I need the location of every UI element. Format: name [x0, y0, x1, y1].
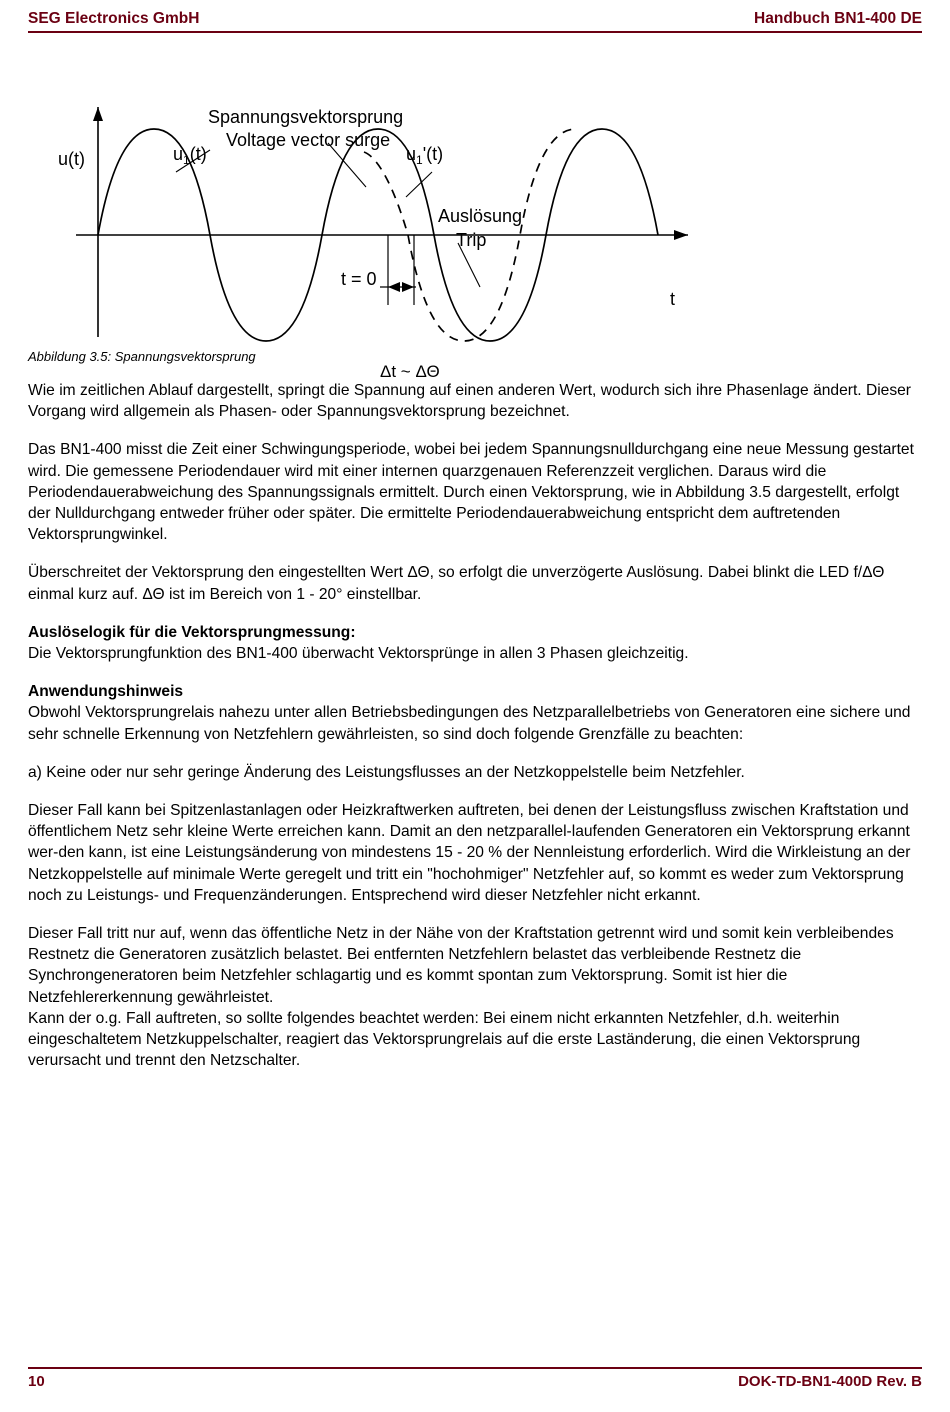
label-surge-de: Spannungsvektorsprung: [208, 107, 404, 127]
document-id: DOK-TD-BN1-400D Rev. B: [738, 1373, 922, 1390]
paragraph-c: Dieser Fall tritt nur auf, wenn das öffentliche Netz in der Nähe von der Kraftstation getrennt wird und somit kein verbleibendes Restnetz die Generatoren zusätzlich belastet. Bei entfernten Netzfehlern belastet das verbleibende Restnetz die Synchrongeneratoren beim Netzfehler schlagartig und es kommt spontan zum Vektorsprung. Somit ist hier die Netzfehlererkennung gewährleistet.: [28, 925, 894, 1006]
paragraph-3: Überschreitet der Vektorsprung den eingestellten Wert ΔΘ, so erfolgt die unverzögerte Auslösung. Dabei blinkt die LED f/ΔΘ einmal kurz auf. ΔΘ ist im Bereich von 1 - 20° einstellbar.: [28, 564, 885, 603]
header-divider: [28, 31, 922, 33]
document-body: [28, 380, 922, 1071]
label-u1-prime-t: $u_1'(t)$: [406, 144, 444, 167]
label-surge-en: Voltage vector surge: [226, 130, 391, 150]
label-u1-t: $u_1(t)$: [173, 144, 207, 167]
paragraph-2: Das BN1-400 misst die Zeit einer Schwingungsperiode, wobei bei jedem Spannungsnulldurchgang eine neue Messung gestartet wird. Die gemessene Periodendauer wird mit einer internen quarzgenauen Referenzzeit verglichen. Daraus wird die Periodendauerabweichung des Spannungssignals ermittelt. Durch einen Vektorsprung, wie in Abbildung 3.5 dargestellt, erfolgt der Nulldurchgang entweder früher oder später. Die ermittelte Periodendauerabweichung entspricht dem auftretenden Vektorsprungwinkel.: [28, 441, 914, 544]
label-trip-de: Auslösung: [438, 206, 523, 226]
paragraph-b: Dieser Fall kann bei Spitzenlastanlagen oder Heizkraftwerken auftreten, bei denen der Leistungsfluss zwischen Kraftstation und öffentlichem Netz sehr kleine Werte erreichen kann. Damit an den netzparallel-laufenden Generatoren ein Vektorsprung erkannt wer-den kann, ist eine Leistungsänderung von mindestens 15 - 20 % der Nennleistung erforderlich. Wird die Wirkleistung an der Netzkoppelstelle auf minimale Werte geregelt und tritt ein "hochohmiger" Netzfehler auf, so kommt es weder zum Vektorsprung noch zu Leistungs- und Frequenzänderungen. Entsprechend wird dieser Netzfehler nicht erkannt.: [28, 802, 911, 904]
paragraph-a: a) Keine oder nur sehr geringe Änderung des Leistungsflusses an der Netzkoppelstelle beim Netzfehler.: [28, 763, 745, 781]
label-axis-t: t: [670, 289, 676, 309]
page-header: [28, 0, 922, 31]
label-t-zero: t = 0: [341, 269, 377, 289]
paragraph-1: Wie im zeitlichen Ablauf dargestellt, springt die Spannung auf einen anderen Wert, wodurch sich ihre Phasenlage ändert. Dieser Vorgang wird allgemein als Phasen- oder Spannungsvektorsprung bezeichnet.: [28, 382, 912, 421]
heading-application-note-body: Obwohl Vektorsprungrelais nahezu unter allen Betriebsbedingungen des Netzparallelbetriebs von Generatoren eine sichere und sehr schnelle Erkennung von Netzfehlern gewährleisten, so sind doch folgende Grenzfälle zu beachten:: [28, 704, 911, 743]
page-number: 10: [28, 1373, 45, 1390]
heading-trip-logic: Auslöselogik für die Vektorsprungmessung:: [28, 623, 356, 641]
header-company: SEG Electronics GmbH: [28, 10, 200, 27]
figure-caption: Abbildung 3.5: Spannungsvektorsprung: [28, 349, 256, 364]
header-manual-title: Handbuch BN1-400 DE: [754, 10, 922, 27]
heading-trip-logic-body: Die Vektorsprungfunktion des BN1-400 überwacht Vektorsprünge in allen 3 Phasen gleichzeitig.: [28, 645, 689, 663]
label-trip-en: Trip: [456, 230, 487, 250]
label-u-t: u(t): [58, 149, 85, 169]
page-footer: [28, 1367, 922, 1390]
heading-application-note: Anwendungshinweis: [28, 683, 184, 701]
paragraph-d: Kann der o.g. Fall auftreten, so sollte folgendes beachtet werden: Bei einem nicht erkannten Netzfehler, d.h. weiterhin eingeschaltetem Netzkuppelschalter, reagiert das Vektorsprungrelais auf die erste Laständerung, die einen Vektorsprung verursacht und trennt den Netzschalter.: [28, 1009, 861, 1070]
label-delta: Δt ~ ΔΘ: [380, 362, 440, 381]
